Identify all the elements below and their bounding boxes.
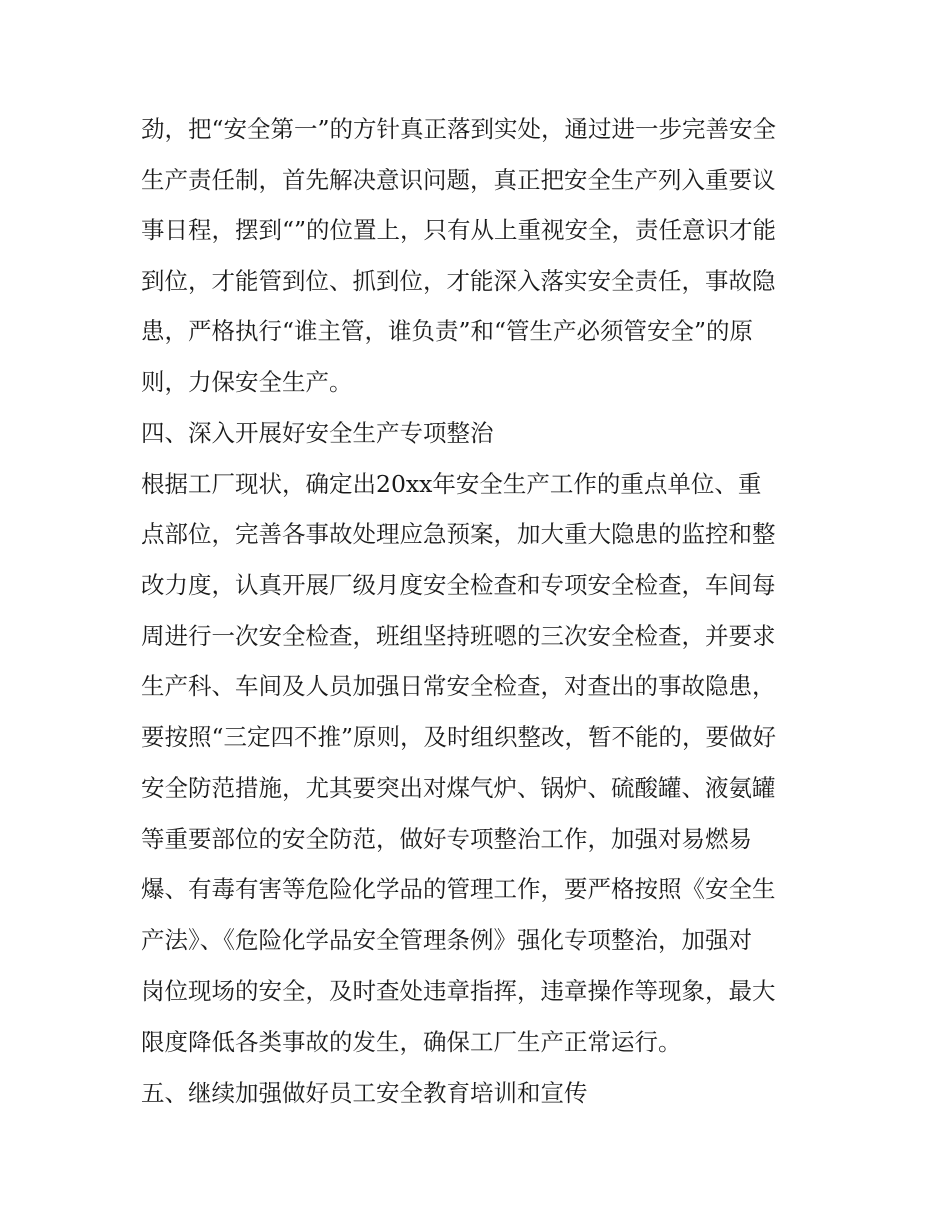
text-line-17: 产法》、《危险化学品安全管理条例》强化专项整治，加强对 [141, 926, 752, 954]
text-line-19: 限度降低各类事故的发生，确保工厂生产正常运行。 [141, 1028, 682, 1056]
text-line-10: 改力度，认真开展厂级月度安全检查和专项安全检查，车间每 [141, 571, 776, 599]
text-line-1: 劲，把“安全第一”的方针真正落到实处，通过进一步完善安全 [141, 115, 777, 143]
text-line-11: 周进行一次安全检查，班组坚持班嗯的三次安全检查，并要求 [141, 622, 776, 650]
text-line-14: 安全防范措施，尤其要突出对煤气炉、锅炉、硫酸罐、液氨罐 [141, 774, 776, 802]
text-line-5: 患，严格执行“谁主管，谁负责”和“管生产必须管安全”的原 [141, 317, 754, 345]
text-line-4: 到位，才能管到位、抓到位，才能深入落实安全责任，事故隐 [141, 267, 776, 295]
text-line-13: 要按照“三定四不推”原则，及时组织整改，暂不能的，要做好 [141, 723, 777, 751]
text-line-2: 生产责任制，首先解决意识问题，真正把安全生产列入重要议 [141, 166, 776, 194]
text-line-9: 点部位，完善各事故处理应急预案，加大重大隐患的监控和整 [141, 520, 776, 548]
text-line-8: 根据工厂现状，确定出20xx年安全生产工作的重点单位、重 [141, 470, 762, 498]
text-line-12: 生产科、车间及人员加强日常安全检查，对查出的事故隐患， [141, 672, 776, 700]
section-heading-4: 四、深入开展好安全生产专项整治 [141, 419, 494, 447]
text-line-3: 事日程，摆到“”的位置上，只有从上重视安全，责任意识才能 [141, 216, 777, 244]
text-line-6: 则，力保安全生产。 [141, 368, 353, 396]
text-line-18: 岗位现场的安全，及时查处违章指挥，违章操作等现象，最大 [141, 977, 776, 1005]
text-line-16: 爆、有毒有害等危险化学品的管理工作，要严格按照《安全生 [141, 875, 776, 903]
text-line-15: 等重要部位的安全防范，做好专项整治工作，加强对易燃易 [141, 825, 752, 853]
section-heading-5: 五、继续加强做好员工安全教育培训和宣传 [141, 1079, 588, 1107]
